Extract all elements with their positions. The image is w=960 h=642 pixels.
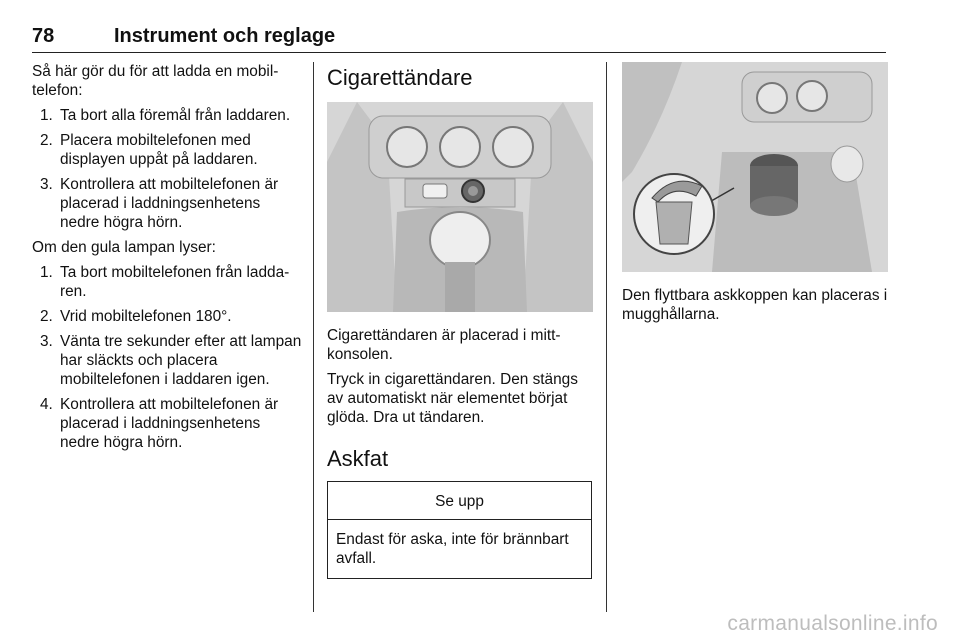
list-item: 3. Vänta tre sekunder efter att lampan har släckts och placera mobiltelefonen i laddaren igen. [40, 333, 302, 388]
caution-title: Se upp [328, 482, 591, 520]
heading-ashtray: Askfat [327, 446, 389, 471]
column-divider [606, 62, 607, 612]
ashtray-illustration [622, 62, 888, 272]
caution-text: Endast för aska, inte för brännbart avfall. [336, 531, 569, 567]
page-number: 78 [32, 25, 55, 47]
cigarette-lighter-location: Cigarettändaren är placerad i mitt-konsolen. [327, 327, 561, 363]
list-item: 1. Ta bort mobiltelefonen från ladda-ren. [40, 264, 290, 300]
column-divider [313, 62, 314, 612]
heading-cigarette-lighter: Cigarettändare [327, 65, 473, 90]
column-charging [32, 62, 302, 458]
caution-box [327, 481, 592, 579]
charging-intro: Så här gör du för att ladda en mobil-telefon: [32, 63, 279, 99]
list-item: 3. Kontrollera att mobiltelefonen är placerad i laddningsenhetens nedre högra hörn. [40, 176, 279, 231]
cigarette-lighter-usage: Tryck in cigarettändaren. Den stängs av automatiskt när elementet börjat glöda. Dra ut tändaren. [327, 371, 578, 426]
watermark: carmanualsonline.info [727, 612, 938, 635]
column-ashtray [622, 62, 888, 330]
page-header [32, 22, 886, 53]
list-item: 2. Placera mobiltelefonen med displayen uppåt på laddaren. [40, 132, 258, 168]
ashtray-description: Den flyttbara askkoppen kan placeras i mugghållarna. [622, 287, 888, 323]
column-cigarette-lighter [327, 62, 593, 579]
list-item: 4. Kontrollera att mobiltelefonen är placerad i laddningsenhetens nedre högra hörn. [40, 396, 279, 451]
yellow-lamp-intro: Om den gula lampan lyser: [32, 239, 216, 256]
charging-steps [32, 106, 302, 232]
cigarette-lighter-illustration [327, 102, 593, 312]
page-title: Instrument och reglage [114, 25, 336, 47]
yellow-lamp-steps [32, 263, 302, 452]
list-item: 2. Vrid mobiltelefonen 180°. [40, 308, 232, 325]
list-item: 1. Ta bort alla föremål från laddaren. [40, 107, 291, 124]
